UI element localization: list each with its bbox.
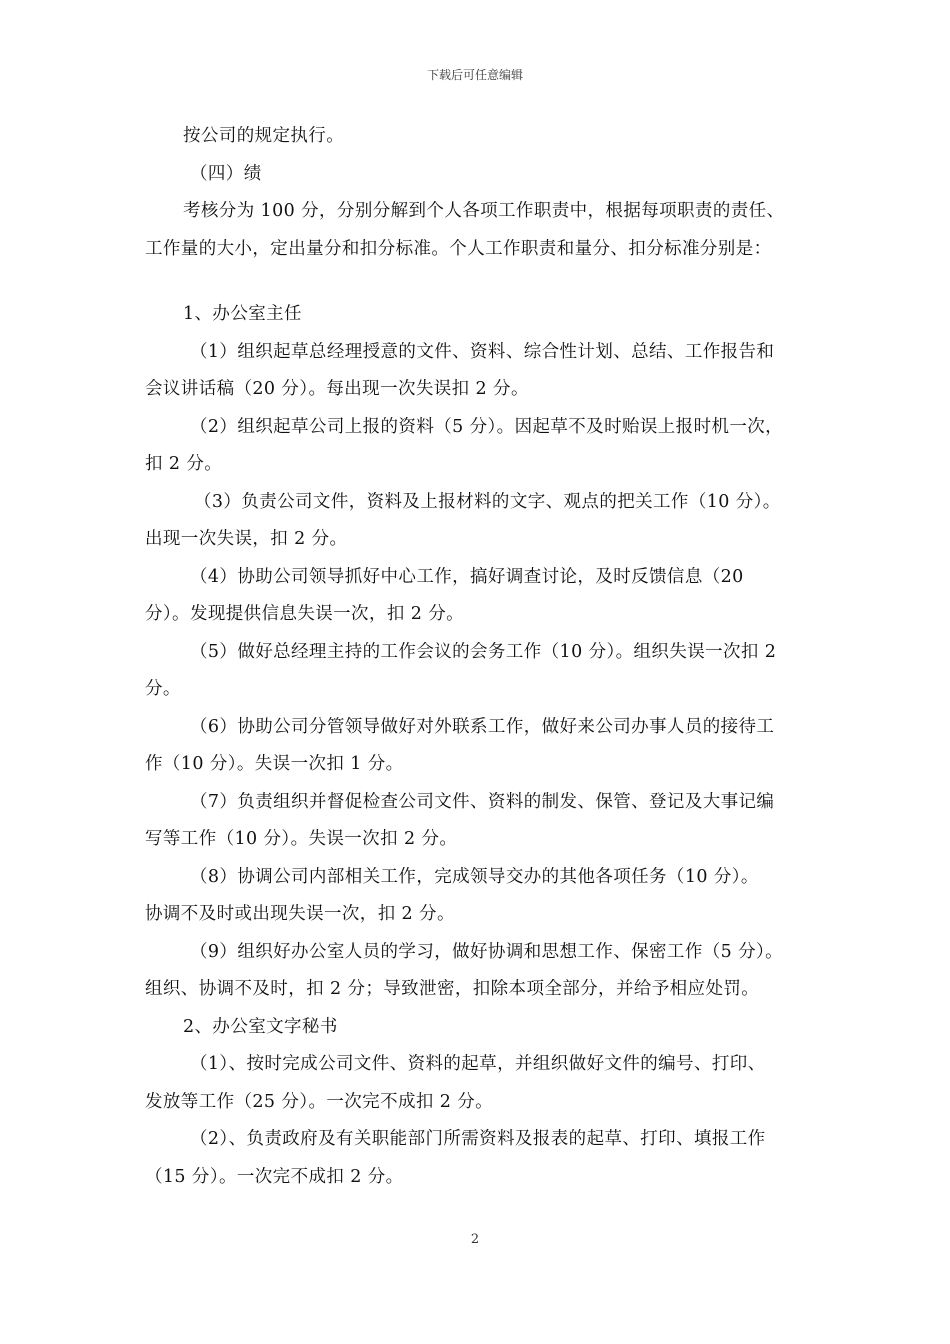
list-item-continuation: 出现一次失误，扣 2 分。 [145,529,348,549]
list-item-continuation: 分。 [145,679,181,699]
paragraph-line: 按公司的规定执行。 [183,126,345,146]
list-item: （1）组织起草总经理授意的文件、资料、综合性计划、总结、工作报告和 [190,341,775,362]
list-item: （3）负责公司文件，资料及上报材料的文字、观点的把关工作（10 分）。 [194,491,781,512]
list-item: （6）协助公司分管领导做好对外联系工作，做好来公司办事人员的接待工 [190,716,775,737]
document-body [145,118,825,1196]
list-item: （2）组织起草公司上报的资料（5 分）。因起草不及时贻误上报时机一次， [190,416,784,437]
page-header: 下载后可任意编辑 [426,68,523,82]
list-item-continuation: 发放等工作（25 分）。一次完不成扣 2 分。 [145,1091,494,1112]
list-item: （9）组织好办公室人员的学习，做好协调和思想工作、保密工作（5 分）。 [190,941,784,962]
page-number: 2 [470,1232,480,1247]
list-item: （4）协助公司领导抓好中心工作，搞好调查讨论，及时反馈信息（20 [190,566,744,587]
list-item-continuation: （15 分）。一次完不成扣 2 分。 [145,1166,404,1187]
paragraph-line: 考核分为 100 分，分别分解到个人各项工作职责中，根据每项职责的责任、 [183,201,785,221]
list-item: （1）、按时完成公司文件、资料的起草，并组织做好文件的编号、打印、 [190,1054,766,1074]
list-item: （8）协调公司内部相关工作，完成领导交办的其他各项任务（10 分）。 [190,866,759,887]
subsection-heading: 2、办公室文字秘书 [183,1016,338,1037]
list-item: （5）做好总经理主持的工作会议的会务工作（10 分）。组织失误一次扣 2 [190,641,777,662]
section-heading: （四）绩 [190,163,262,184]
list-item: （7）负责组织并督促检查公司文件、资料的制发、保管、登记及大事记编 [190,791,775,812]
paragraph-line: 工作量的大小，定出量分和扣分标准。个人工作职责和量分、扣分标准分别是： [145,238,772,259]
list-item-continuation: 扣 2 分。 [145,454,223,474]
subsection-heading: 1、办公室主任 [183,304,302,324]
paragraph-gap [145,268,825,296]
list-item-continuation: 组织、协调不及时，扣 2 分；导致泄密，扣除本项全部分，并给予相应处罚。 [145,979,760,999]
list-item: （2）、负责政府及有关职能部门所需资料及报表的起草、打印、填报工作 [190,1129,766,1149]
list-item-continuation: 写等工作（10 分）。失误一次扣 2 分。 [145,829,458,849]
list-item-continuation: 协调不及时或出现失误一次，扣 2 分。 [145,904,455,924]
list-item-continuation: 分）。发现提供信息失误一次，扣 2 分。 [145,604,465,624]
list-item-continuation: 会议讲话稿（20 分）。每出现一次失误扣 2 分。 [145,379,529,399]
list-item-continuation: 作（10 分）。失误一次扣 1 分。 [145,754,404,774]
